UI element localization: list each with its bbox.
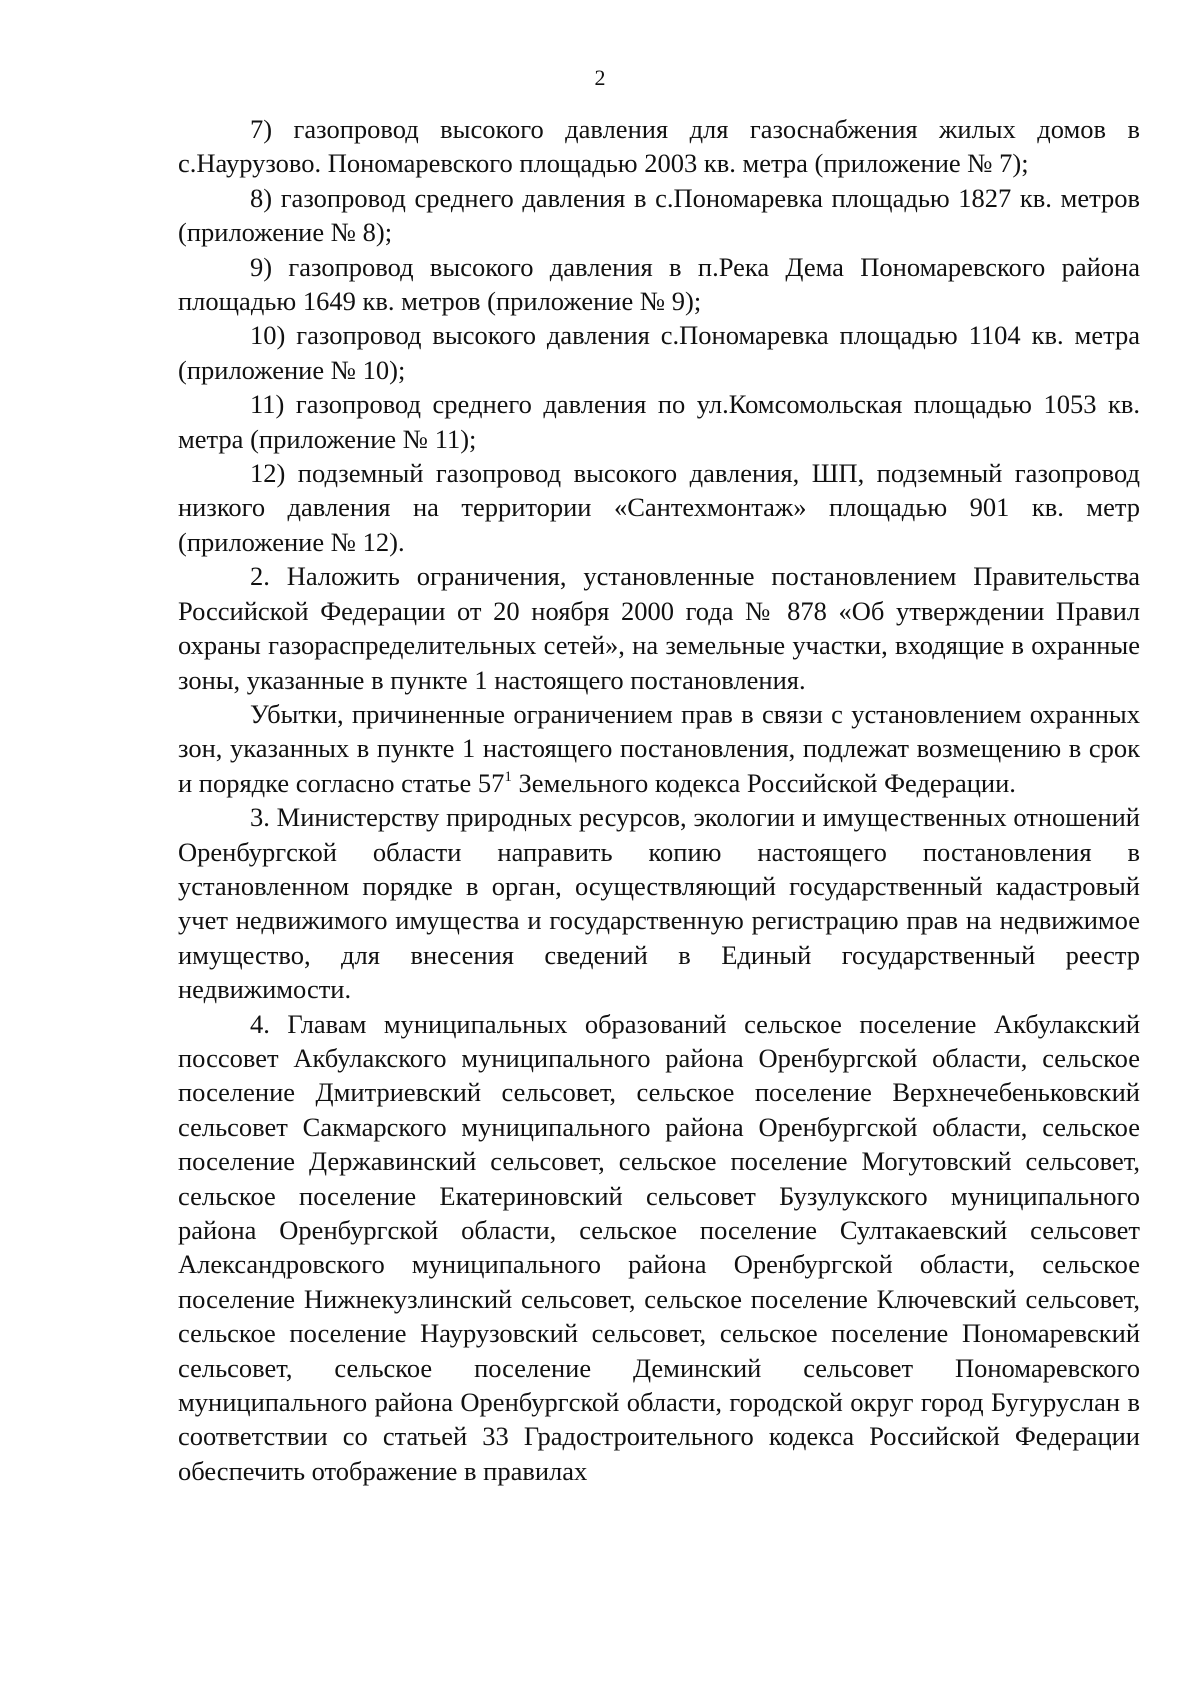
page-number: 2: [594, 65, 606, 90]
document-body: [178, 112, 1140, 1488]
section-4-heads: 4. Главам муниципальных образований сельское поселение Акбулакский поссовет Акбулакского муниципального района Оренбургской области, сельское поселение Дмитриевский сельсовет, сельское поселение Верхнечебеньковский сельсовет Сакмарского муниципального района Оренбургской области, сельское поселение Державинский сельсовет, сельское поселение Могутовский сельсовет, сельское поселение Екатериновский сельсовет Бузулукского муниципального района Оренбургской области, сельское поселение Султакаевский сельсовет Александровского муниципального района Оренбургской области, сельское поселение Нижнекузлинский сельсовет, сельское поселение Ключевский сельсовет, сельское поселение Наурузовский сельсовет, сельское поселение Пономаревский сельсовет, сельское поселение Деминский сельсовет Пономаревского муниципального района Оренбургской области, городской округ город Бугуруслан в соответствии со статьей 33 Градостроительного кодекса Российской Федерации обеспечить отображение в правилах: [178, 1008, 1140, 1486]
paragraph-item-10: 10) газопровод высокого давления с.Пономаревка площадью 1104 кв. метра (приложение № 10);: [178, 320, 1140, 385]
paragraph-item-8: 8) газопровод среднего давления в с.Пономаревка площадью 1827 кв. метров (приложение № 8);: [178, 182, 1140, 248]
paragraph-item-12: 12) подземный газопровод высокого давления, ШП, подземный газопровод низкого давления на территории «Сантехмонтаж» площадью 901 кв. метр (приложение № 12).: [178, 458, 1140, 557]
losses-paragraph: [178, 697, 1140, 800]
losses-text-before: Убытки, причиненные ограничением прав в связи с установлением охранных зон, указанных в пункте 1 настоящего постановления, подлежат возмещению в срок и порядке согласно статье 57: [178, 698, 1140, 798]
article-superscript: 1: [504, 768, 512, 785]
paragraph-item-11: 11) газопровод среднего давления по ул.Комсомольская площадью 1053 кв. метра (приложение № 11);: [178, 389, 1140, 454]
losses-text-after: Земельного кодекса Российской Федерации.: [511, 767, 1016, 798]
paragraph-item-7: 7) газопровод высокого давления для газоснабжения жилых домов в с.Наурузово. Пономаревского площадью 2003 кв. метра (приложение № 7);: [178, 114, 1140, 179]
section-3-ministry: 3. Министерству природных ресурсов, экологии и имущественных отношений Оренбургской области направить копию настоящего постановления в установленном порядке в орган, осуществляющий государственный кадастровый учет недвижимого имущества и государственную регистрацию прав на недвижимое имущество, для внесения сведений в Единый государственный реестр недвижимости.: [178, 802, 1140, 1005]
paragraph-item-9: 9) газопровод высокого давления в п.Река Дема Пономаревского района площадью 1649 кв. метров (приложение № 9);: [178, 251, 1140, 317]
section-2-restrictions: 2. Наложить ограничения, установленные постановлением Правительства Российской Федерации от 20 ноября 2000 года № 878 «Об утверждении Правил охраны газораспределительных сетей», на земельные участки, входящие в охранные зоны, указанные в пункте 1 настоящего постановления.: [178, 561, 1140, 695]
